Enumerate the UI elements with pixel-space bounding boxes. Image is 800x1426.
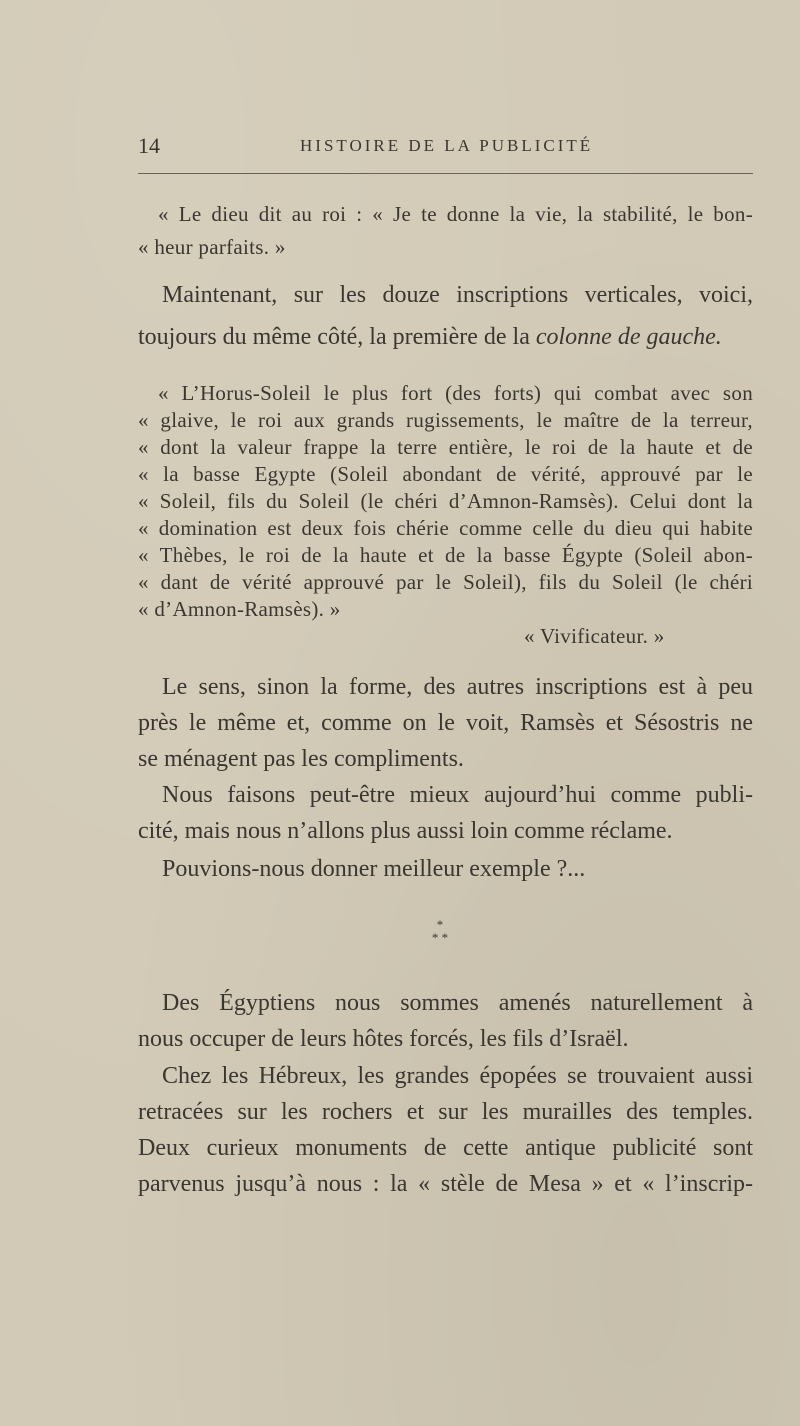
paragraph-line: Des Égyptiens nous sommes amenés naturellement à	[162, 990, 753, 1016]
paragraph-line: Maintenant, sur les douze inscriptions verticales, voici,	[162, 282, 753, 308]
paragraph-line: Le sens, sinon la forme, des autres inscriptions est à peu	[162, 674, 753, 700]
paragraph-line	[138, 324, 753, 351]
quote-line: « dant de vérité approuvé par le Soleil), fils du Soleil (le chéri	[138, 570, 753, 594]
italic-text: colonne de gauche.	[535, 324, 722, 350]
quote-line: « Le dieu dit au roi : « Je te donne la vie, la stabilité, le bon-	[158, 202, 753, 226]
quote-line: « domination est deux fois chérie comme celle du dieu qui habite	[138, 516, 753, 540]
paragraph-line: près le même et, comme on le voit, Ramsès et Sésostris ne	[138, 710, 753, 736]
asterism-ornament	[420, 918, 460, 944]
quote-line: « glaive, le roi aux grands rugissements, le maître de la terreur,	[138, 408, 753, 432]
paragraph-line: nous occuper de leurs hôtes forcés, les fils d’Israël.	[138, 1026, 629, 1052]
paragraph-text: toujours du même côté, la première de la	[138, 324, 536, 350]
asterism-top: *	[436, 917, 444, 932]
quote-line: « dont la valeur frappe la terre entière, le roi de la haute et de	[138, 435, 753, 459]
quote-line: « Thèbes, le roi de la haute et de la basse Égypte (Soleil abon-	[138, 543, 753, 567]
paragraph-line: Pouvions-nous donner meilleur exemple ?...	[162, 856, 586, 882]
quote-line: « heur parfaits. »	[138, 235, 286, 259]
paragraph-line: Nous faisons peut-être mieux aujourd’hui comme publi-	[162, 782, 753, 808]
running-title: HISTOIRE DE LA PUBLICITÉ	[300, 136, 594, 155]
page-header	[138, 133, 753, 163]
quote-line: « L’Horus-Soleil le plus fort (des forts) qui combat avec son	[158, 381, 753, 405]
paragraph-line: se ménagent pas les compliments.	[138, 746, 464, 772]
paragraph-line: Chez les Hébreux, les grandes épopées se trouvaient aussi	[162, 1063, 753, 1089]
paragraph-line: retracées sur les rochers et sur les murailles des temples.	[138, 1099, 753, 1125]
asterism-bottom: * *	[431, 930, 449, 945]
header-rule	[138, 173, 753, 174]
quote-line: « d’Amnon-Ramsès). »	[138, 597, 341, 621]
quote-line: « Soleil, fils du Soleil (le chéri d’Amnon-Ramsès). Celui dont la	[138, 489, 753, 513]
page-number: 14	[138, 133, 160, 158]
paragraph-line: cité, mais nous n’allons plus aussi loin comme réclame.	[138, 818, 673, 844]
paragraph-line: parvenus jusqu’à nous : la « stèle de Mesa » et « l’inscrip-	[138, 1171, 753, 1197]
quote-end: « Vivificateur. »	[524, 624, 665, 648]
quote-line: « la basse Egypte (Soleil abondant de vérité, approuvé par le	[138, 462, 753, 486]
paragraph-line: Deux curieux monuments de cette antique publicité sont	[138, 1135, 753, 1161]
